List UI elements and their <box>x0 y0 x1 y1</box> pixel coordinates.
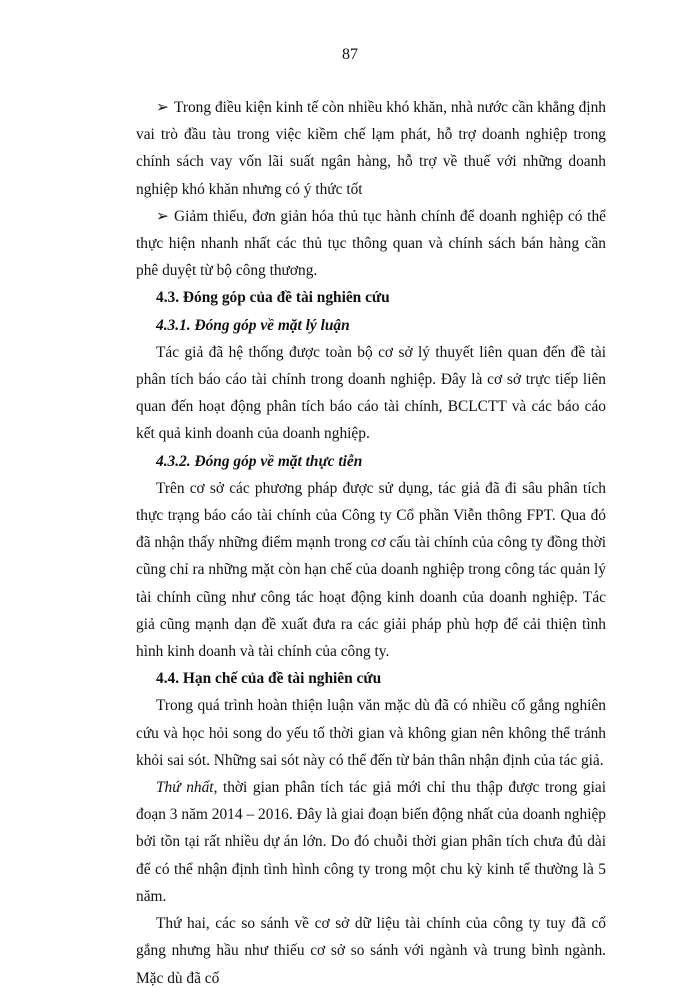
bullet-paragraph-2 <box>136 203 606 285</box>
lead-italic-text: Thứ nhất <box>156 779 214 797</box>
page-number: 87 <box>342 46 358 63</box>
bullet-text: Trong điều kiện kinh tế còn nhiều khó khăn, nhà nước cần khẳng định vai trò đầu tàu trong việc kiềm chế lạm phát, hỗ trợ doanh nghiệp trong chính sách vay vốn lãi suất ngân hàng, hỗ trợ về thuế với những doanh nghiệp khó khăn nhưng có ý thức tốt <box>136 99 606 198</box>
page-content <box>136 94 606 992</box>
bullet-text: Giảm thiểu, đơn giản hóa thủ tục hành chính để doanh nghiệp có thể thực hiện nhanh nhất các thủ tục thông quan và chính sách bán hàng cần phê duyệt từ bộ công thương. <box>136 207 606 280</box>
arrow-bullet-icon: ➢ <box>156 207 169 225</box>
section-heading-4-3: 4.3. Đóng góp của đề tài nghiên cứu <box>156 289 390 307</box>
subsection-heading-4-3-2: 4.3.2. Đóng góp về mặt thực tiễn <box>156 452 363 470</box>
bullet-paragraph-1 <box>136 94 606 203</box>
paragraph-limitation-first <box>136 774 606 910</box>
subsection-heading-4-3-1: 4.3.1. Đóng góp về mặt lý luận <box>156 316 350 334</box>
paragraph-practice: Trên cơ sở các phương pháp được sử dụng, tác giả đã đi sâu phân tích thực trạng báo cáo tài chính của Công ty Cổ phần Viễn thông FPT. Qua đó đã nhận thấy những điểm mạnh trong cơ cấu tài chính của công ty đồng thời cũng chỉ ra những mặt còn hạn chế của doanh nghiệp trong công tác quản lý tài chính cũng như công tác hoạt động kinh doanh của doanh nghiệp. Tác giả cũng mạnh dạn đề xuất đưa ra các giải pháp phù hợp để cải thiện tình hình kinh doanh và tài chính của công ty. <box>136 479 606 661</box>
paragraph-limitation-second: Thứ hai, các so sánh về cơ sở dữ liệu tài chính của công ty tuy đã cố gắng nhưng hầu như thiếu cơ sở so sánh với ngành và trung bình ngành. Mặc dù đã cố <box>136 915 606 987</box>
arrow-bullet-icon: ➢ <box>156 99 169 116</box>
paragraph-theory: Tác giả đã hệ thống được toàn bộ cơ sở lý thuyết liên quan đến đề tài phân tích báo cáo tài chính trong doanh nghiệp. Đây là cơ sở trực tiếp liên quan đến hoạt động phân tích báo cáo tài chính, BCLCTT và các báo cáo kết quả kinh doanh của doanh nghiệp. <box>136 343 606 443</box>
paragraph-text: , thời gian phân tích tác giả mới chỉ thu thập được trong giai đoạn 3 năm 2014 – 2016. Đây là giai đoạn biến động nhất của doanh nghiệp bởi tồn tại rất nhiều dự án lớn. Do đó chuỗi thời gian phân tích chưa đủ dài để có thể nhận định tình hình công ty trong một chu kỳ kinh tế thường là 5 năm. <box>136 779 606 905</box>
section-heading-4-4: 4.4. Hạn chế của đề tài nghiên cứu <box>156 670 382 688</box>
paragraph-limitations-intro: Trong quá trình hoàn thiện luận văn mặc dù đã có nhiều cố gắng nghiên cứu và học hỏi song do yếu tố thời gian và không gian nên không thể tránh khỏi sai sót. Những sai sót này có thể đến từ bản thân nhận định của tác giả. <box>136 697 606 769</box>
